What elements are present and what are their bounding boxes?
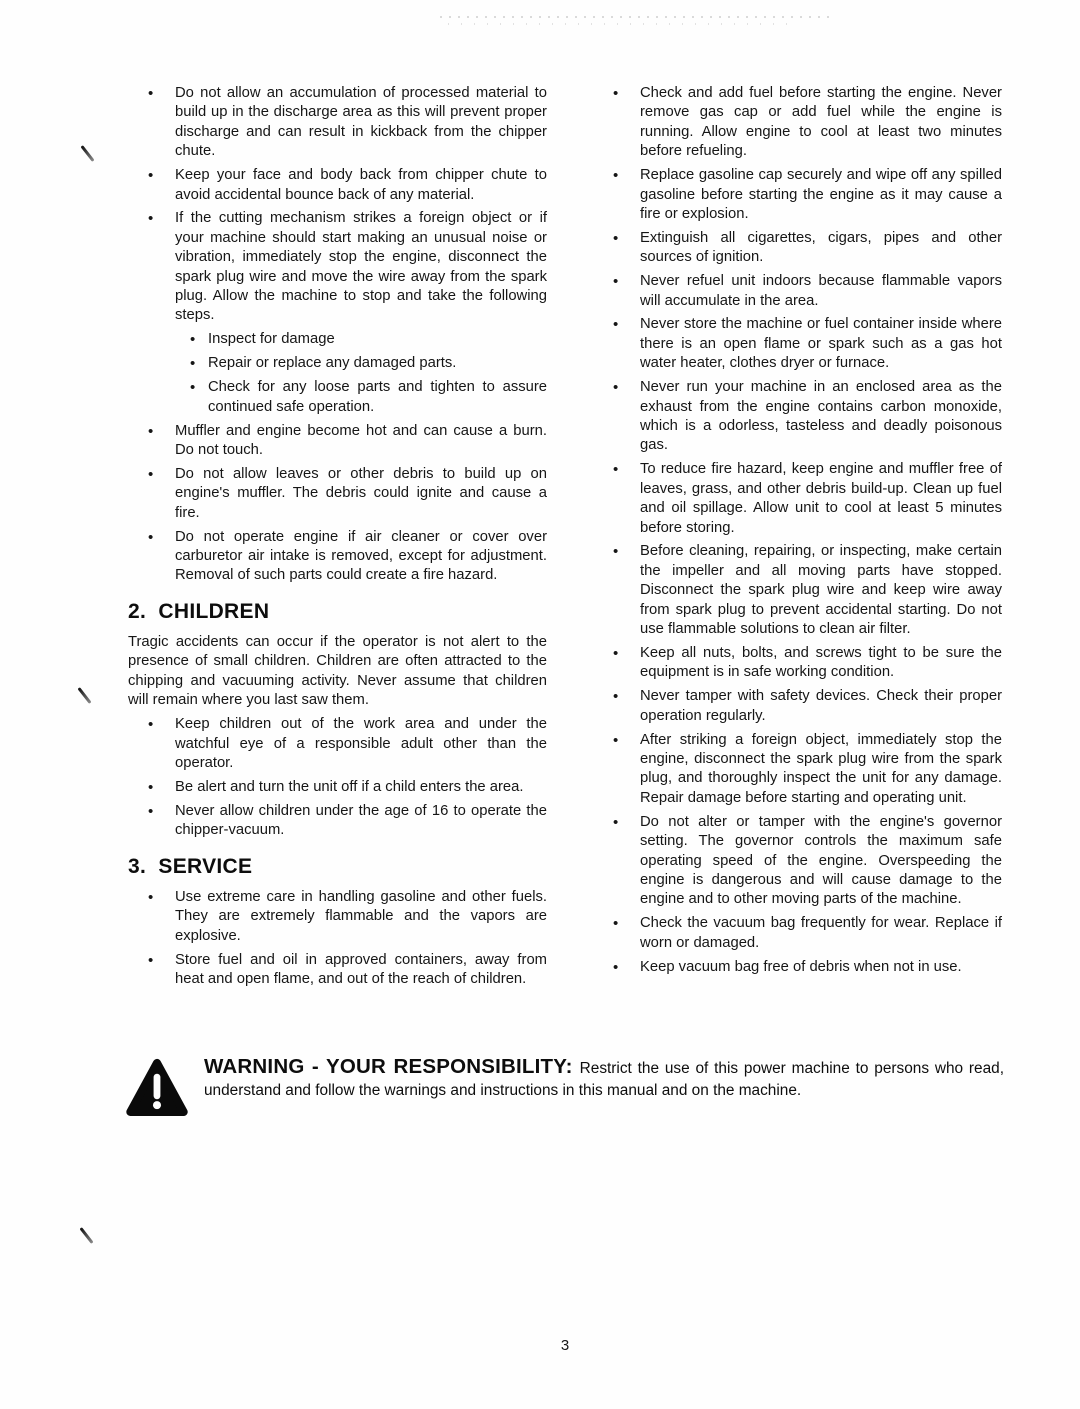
- left-column: [128, 84, 547, 994]
- list-item-text: Keep all nuts, bolts, and screws tight to be sure the equipment is in safe working condition.: [640, 644, 1002, 681]
- bullet-dot-icon: •: [613, 958, 619, 976]
- list-item-text: Store fuel and oil in approved containers, away from heat and open flame, and out of the reach of children.: [175, 951, 547, 987]
- list-item: [593, 914, 1002, 953]
- bullet-dot-icon: •: [148, 803, 154, 820]
- list-item: [593, 958, 1002, 977]
- right-column: [593, 84, 1002, 994]
- warning-text: [204, 1056, 1004, 1101]
- list-item-text: Check the vacuum bag frequently for wear. Replace if worn or damaged.: [640, 915, 1002, 951]
- bullet-dot-icon: •: [613, 85, 619, 102]
- list-item: [593, 166, 1002, 224]
- list-item: [128, 951, 547, 990]
- bullet-dot-icon: •: [190, 379, 196, 397]
- list-item-text: Check for any loose parts and tighten to assure continued safe operation.: [208, 379, 547, 415]
- warning-banner: [126, 1056, 1004, 1120]
- bullet-dot-icon: •: [613, 379, 619, 397]
- pen-mark: [79, 1227, 93, 1244]
- pen-mark: [77, 687, 91, 704]
- list-item-text: Never refuel unit indoors because flammable vapors will accumulate in the area.: [640, 273, 1002, 309]
- warning-body: Restrict the use of this power machine to persons who read, understand and follow the warnings and instructions in this manual and on the machine.: [204, 1060, 1004, 1099]
- list-item-text: After striking a foreign object, immediately stop the engine, disconnect the spark plug wire from the spark plug, and thoroughly inspect the unit for any damage. Repair damage before starting and operating unit.: [640, 731, 1002, 806]
- list-item-text: Never allow children under the age of 16 to operate the chipper-vacuum.: [175, 803, 547, 839]
- list-item: [593, 644, 1002, 683]
- page-number: 3: [560, 1337, 570, 1354]
- list-item: [128, 778, 547, 797]
- list-item: [593, 687, 1002, 726]
- bullet-dot-icon: •: [613, 915, 619, 933]
- bullet-dot-icon: •: [148, 888, 154, 906]
- warning-heading: WARNING - YOUR RESPONSIBILITY:: [204, 1055, 573, 1078]
- list-item-text: Repair or replace any damaged parts.: [208, 355, 457, 372]
- list-item-text: Keep children out of the work area and under the watchful eye of a responsible adult other than the operator.: [175, 716, 547, 772]
- sub-list-item: [128, 378, 547, 417]
- list-item-text: Do not alter or tamper with the engine's governor setting. The governor controls the maximum safe operating speed of the engine. Overspeeding the engine is dangerous and will cause damage to the engine and to other moving parts of the machine.: [640, 813, 1002, 908]
- section-heading: 2. CHILDREN: [128, 599, 270, 623]
- list-item: [593, 272, 1002, 311]
- list-item: [128, 422, 547, 461]
- list-item-text: Check and add fuel before starting the engine. Never remove gas cap or add fuel while the engine is running. Allow engine to cool at least two minutes before refueling.: [640, 85, 1002, 160]
- list-item-text: Never tamper with safety devices. Check their proper operation regularly.: [640, 688, 1002, 724]
- bullet-dot-icon: •: [613, 316, 619, 334]
- bullet-dot-icon: •: [613, 543, 619, 561]
- list-item-text: Keep your face and body back from chipper chute to avoid accidental bounce back of any material.: [175, 167, 547, 203]
- bullet-dot-icon: •: [148, 85, 154, 102]
- page-content: [128, 84, 1002, 994]
- list-item-text: Replace gasoline cap securely and wipe off any spilled gasoline before starting the engine as it may cause a fire or explosion.: [640, 167, 1002, 222]
- bullet-dot-icon: •: [190, 355, 196, 373]
- list-item-text: Never run your machine in an enclosed area as the exhaust from the engine contains carbon monoxide, which is a odorless, tasteless and deadly poisonous gas.: [640, 379, 1002, 454]
- list-item-text: Before cleaning, repairing, or inspecting, make certain the impeller and all moving parts have stopped. Disconnect the spark plug wire and keep wire away from spark plug to prevent accidental starting. Do not use flammable solutions to clean air filter.: [640, 543, 1002, 638]
- bullet-dot-icon: •: [613, 644, 619, 662]
- list-item: [593, 542, 1002, 639]
- list-item: [128, 209, 547, 325]
- list-item: [128, 528, 547, 586]
- list-item-text: Never store the machine or fuel container inside where there is an open flame or spark such as a gas hot water heater, clothes dryer or furnace.: [640, 316, 1002, 372]
- bullet-dot-icon: •: [148, 779, 154, 797]
- list-item-text: Do not operate engine if air cleaner or cover over carburetor air intake is removed, except for adjustment. Removal of such parts could create a fire hazard.: [175, 528, 547, 584]
- list-item: [593, 84, 1002, 162]
- warning-triangle-icon: [126, 1058, 188, 1120]
- bullet-dot-icon: •: [148, 210, 154, 228]
- bullet-dot-icon: •: [613, 731, 619, 749]
- list-item: [593, 731, 1002, 809]
- list-item: [593, 813, 1002, 910]
- bullet-dot-icon: •: [148, 716, 154, 734]
- list-item: [128, 802, 547, 841]
- list-item: [593, 229, 1002, 268]
- list-item: [593, 315, 1002, 373]
- sub-list-item: [128, 354, 547, 373]
- list-item: [128, 465, 547, 523]
- list-item-text: Do not allow an accumulation of processed material to build up in the discharge area as this will prevent proper discharge and can result in kickback from the chipper chute.: [175, 85, 547, 160]
- bullet-dot-icon: •: [613, 813, 619, 831]
- bullet-dot-icon: •: [148, 528, 154, 546]
- section-intro: Tragic accidents can occur if the operator is not alert to the presence of small children. Children are often attracted to the chipping and vacuuming activity. Never assume that children will remain where you last saw them.: [128, 633, 547, 708]
- scan-noise-artifact: [440, 14, 830, 28]
- list-item: [128, 715, 547, 773]
- bullet-dot-icon: •: [613, 688, 619, 706]
- bullet-dot-icon: •: [148, 422, 154, 440]
- list-item-text: If the cutting mechanism strikes a foreign object or if your machine should start making an unusual noise or vibration, immediately stop the engine, disconnect the spark plug wire and move the wire away from the spark plug. Allow the machine to stop and take the following steps.: [175, 210, 547, 324]
- list-item: [593, 460, 1002, 538]
- bullet-dot-icon: •: [148, 167, 154, 185]
- list-item: [128, 166, 547, 205]
- list-item: [128, 888, 547, 946]
- list-item-text: Extinguish all cigarettes, cigars, pipes and other sources of ignition.: [640, 229, 1002, 266]
- list-item-text: Do not allow leaves or other debris to build up on engine's muffler. The debris could ignite and cause a fire.: [175, 465, 547, 521]
- list-item: [128, 84, 547, 162]
- list-item-text: Inspect for damage: [208, 331, 335, 348]
- list-item: [593, 378, 1002, 456]
- section-heading: 3. SERVICE: [128, 854, 253, 878]
- bullet-dot-icon: •: [613, 273, 619, 291]
- list-item-text: To reduce fire hazard, keep engine and muffler free of leaves, grass, and other debris build-up. Clean up fuel and oil spillage. Allow unit to cool at least 5 minutes before storing.: [640, 461, 1002, 536]
- bullet-dot-icon: •: [613, 229, 619, 247]
- bullet-dot-icon: •: [190, 331, 196, 349]
- list-item-text: Keep vacuum bag free of debris when not in use.: [640, 958, 962, 975]
- pen-mark: [80, 145, 94, 162]
- list-item-text: Be alert and turn the unit off if a child enters the area.: [175, 779, 524, 796]
- bullet-dot-icon: •: [148, 951, 154, 969]
- list-item-text: Use extreme care in handling gasoline and other fuels. They are extremely flammable and the vapors are explosive.: [175, 888, 547, 944]
- bullet-dot-icon: •: [613, 167, 619, 185]
- bullet-dot-icon: •: [613, 461, 619, 479]
- list-item-text: Muffler and engine become hot and can cause a burn. Do not touch.: [175, 422, 547, 458]
- bullet-dot-icon: •: [148, 465, 154, 483]
- sub-list-item: [128, 330, 547, 349]
